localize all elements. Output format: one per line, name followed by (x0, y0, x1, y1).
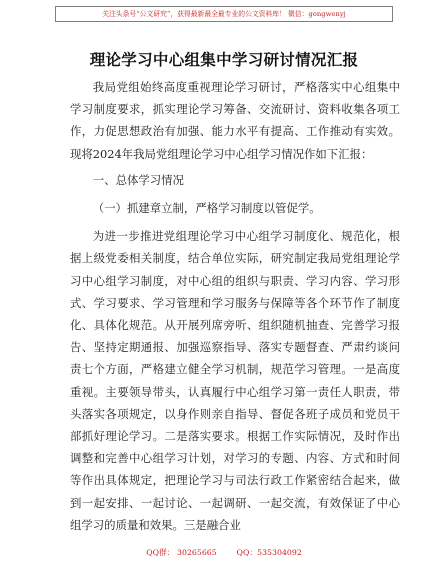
subsection-heading: （一）抓建章立制，严格学习制度以管促学。 (92, 201, 321, 216)
footer-contact: QQ群： 30265665 QQ：535304092 (146, 548, 302, 557)
header-notice-box (55, 6, 393, 22)
document-title: 理论学习中心组集中学习研讨情况汇报 (89, 51, 359, 69)
intro-paragraph: 我局党组始终高度重视理论学习研讨，严格落实中心组集中学习制度要求，抓实理论学习筹备、交流研讨、资料收集各项工作，力促思想政治有加强、能力水平有提高、工作推动有实效。现将2024年我局党组理论学习中心组学习情况作如下汇报： (70, 80, 400, 161)
section-heading: 一、总体学习情况 (92, 172, 184, 187)
document-body (70, 76, 400, 536)
subsection-body-paragraph: 为进一步推进党组理论学习中心组学习制度化、规范化，根据上级党委相关制度，结合单位实际，研究制定我局党组理论学习中心组学习制度，对中心组的组织与职责、学习内容、学习形式、学习要求、学习管理和学习服务与保障等各个环节作了制度化、具体化规范。从开展列席旁听、组织随机抽查、完善学习报告、坚持定期通报、加强巡察指导、落实专题督查、严肃约谈问责七个方面，严格建立健全学习机制，规范学习管理。一是高度重视。主要领导带头，认真履行中心组学习第一责任人职责，带头落实各项规定，以身作则亲自指导、督促各班子成员和党员干部抓好理论学习。二是落实要求。根据工作实际情况，及时作出调整和完善中心组学习计划，对学习的专题、内容、方式和时间等作出具体规定，把理论学习与司法行政工作紧密结合起来，做到一起安排、一起讨论、一起调研、一起交流，有效保证了中心组学习的质量和效果。三是融合业 (70, 229, 400, 532)
header-notice-text: 关注头条号“公文研究”，获得最新最全最专业的公文资料库！ 微信：gongwenyj (102, 10, 346, 18)
